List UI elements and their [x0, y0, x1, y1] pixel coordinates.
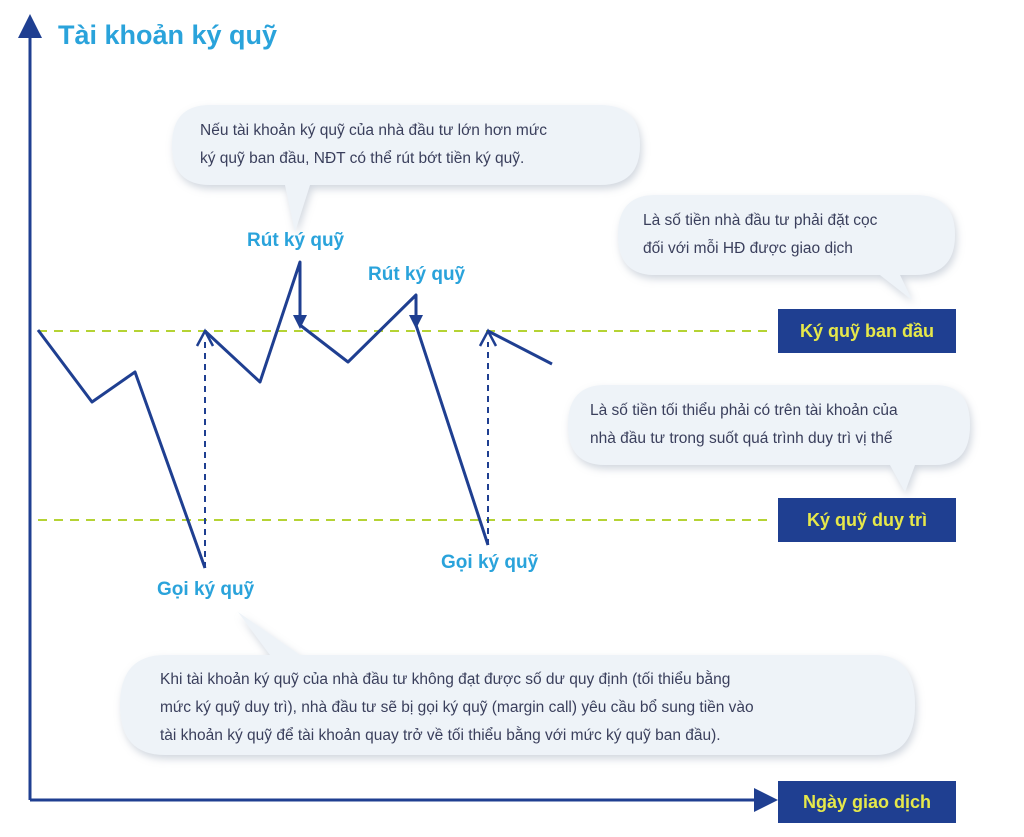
- margin-call-note-line-2: mức ký quỹ duy trì), nhà đầu tư sẽ bị gọi ký quỹ (margin call) yêu cầu bổ sung tiền vào: [160, 699, 754, 716]
- margin-call-note: [160, 666, 900, 750]
- withdraw-label-2: Rút ký quỹ: [368, 264, 466, 285]
- maintenance-note-line-2: nhà đầu tư trong suốt quá trình duy trì vị thế: [590, 430, 893, 447]
- withdraw-arrow-2-head: [409, 315, 423, 329]
- margin-call-note-line-3: tài khoản ký quỹ để tài khoản quay trở về tối thiểu bằng với mức ký quỹ ban đầu).: [160, 727, 721, 744]
- margin-call-note-line-1: Khi tài khoản ký quỹ của nhà đầu tư không đạt được số dư quy định (tối thiểu bằng: [160, 671, 731, 688]
- account-balance-line-2: [205, 262, 488, 545]
- chart-title: Tài khoản ký quỹ: [58, 20, 278, 50]
- y-axis-arrowhead: [18, 14, 42, 38]
- initial-margin-label: Ký quỹ ban đầu: [778, 309, 956, 353]
- withdraw-label-1: Rút ký quỹ: [247, 230, 345, 251]
- margin-call-label-2: Gọi ký quỹ: [441, 552, 539, 573]
- initial-note-line-2: đối với mỗi HĐ được giao dịch: [643, 240, 853, 257]
- withdraw-note: [200, 117, 630, 173]
- x-axis-arrowhead: [754, 788, 778, 812]
- account-balance-line: [38, 330, 205, 568]
- x-axis-label: Ngày giao dịch: [778, 781, 956, 823]
- maintenance-note-line-1: Là số tiền tối thiểu phải có trên tài khoản của: [590, 402, 898, 419]
- initial-note: [643, 207, 943, 263]
- margin-call-label-1: Gọi ký quỹ: [157, 579, 255, 600]
- withdraw-note-line-1: Nếu tài khoản ký quỹ của nhà đầu tư lớn hơn mức: [200, 122, 547, 139]
- maintenance-note: [590, 397, 960, 453]
- account-balance-line-3: [488, 331, 552, 364]
- maintenance-margin-label: Ký quỹ duy trì: [778, 498, 956, 542]
- initial-note-line-1: Là số tiền nhà đầu tư phải đặt cọc: [643, 212, 878, 229]
- withdraw-note-line-2: ký quỹ ban đầu, NĐT có thể rút bớt tiền ký quỹ.: [200, 150, 525, 167]
